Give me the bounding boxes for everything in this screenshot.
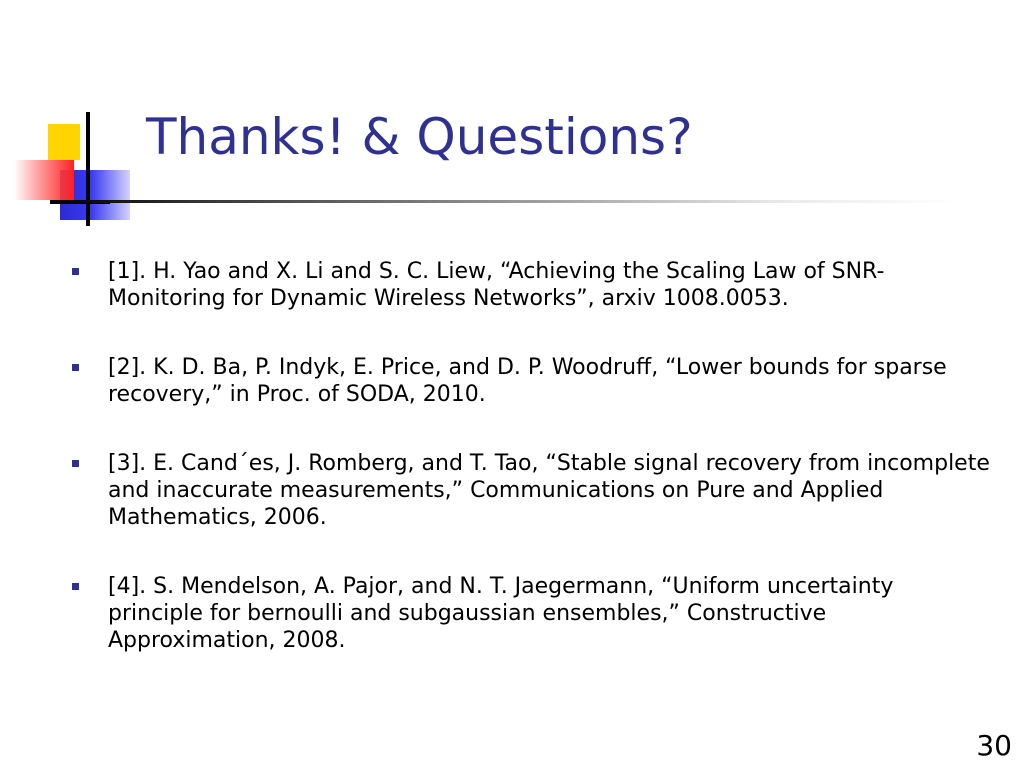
reference-item bbox=[70, 573, 990, 654]
bullet-icon bbox=[72, 364, 79, 371]
bullet-icon bbox=[72, 268, 79, 275]
logo-vertical-line bbox=[86, 112, 90, 226]
reference-text: [1]. H. Yao and X. Li and S. C. Liew, “Achieving the Scaling Law of SNR-Monitoring for Dynamic Wireless Networks”, arxiv 1008.0053. bbox=[108, 259, 885, 311]
reference-item bbox=[70, 258, 990, 312]
logo-yellow-square bbox=[48, 124, 80, 160]
reference-list bbox=[70, 258, 990, 696]
reference-text: [4]. S. Mendelson, A. Pajor, and N. T. Jaegermann, “Uniform uncertainty principle for bernoulli and subgaussian ensembles,” Constructive Approximation, 2008. bbox=[108, 574, 894, 653]
title-underline bbox=[60, 200, 960, 203]
page-number: 30 bbox=[976, 729, 1012, 762]
reference-item bbox=[70, 354, 990, 408]
reference-text: [2]. K. D. Ba, P. Indyk, E. Price, and D. P. Woodruff, “Lower bounds for sparse recovery,” in Proc. of SODA, 2010. bbox=[108, 355, 947, 407]
slide-title: Thanks! & Questions? bbox=[146, 108, 693, 166]
logo-red-square bbox=[14, 160, 74, 200]
bullet-icon bbox=[72, 460, 79, 467]
bullet-icon bbox=[72, 583, 79, 590]
reference-item bbox=[70, 450, 990, 531]
reference-text: [3]. E. Cand´es, J. Romberg, and T. Tao, “Stable signal recovery from incomplete and inaccurate measurements,” Communications on Pure and Applied Mathematics, 2006. bbox=[108, 451, 990, 530]
